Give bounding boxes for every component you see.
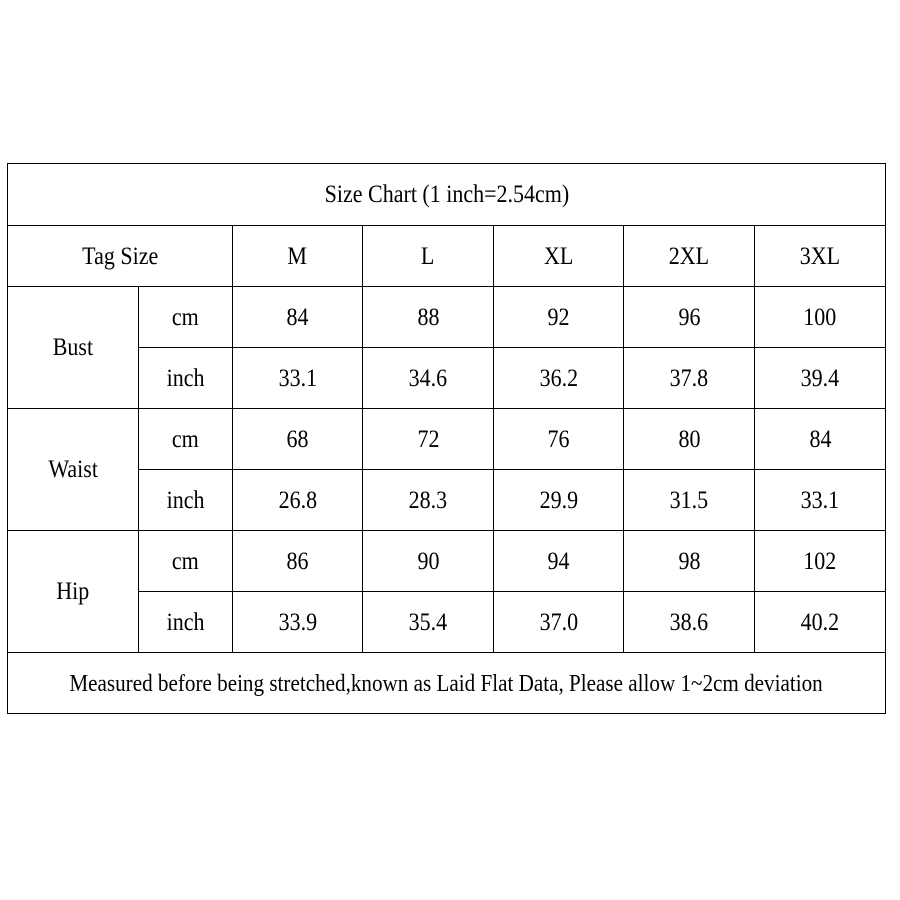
tag-size-label: Tag Size <box>8 226 233 287</box>
size-header: M <box>233 226 363 287</box>
value-cell: 26.8 <box>233 470 363 531</box>
unit-label: inch <box>139 592 233 653</box>
value-cell: 94 <box>494 531 624 592</box>
deviation-note: Measured before being stretched,known as Laid Flat Data, Please allow 1~2cm deviation <box>8 653 886 714</box>
value-cell: 84 <box>755 409 886 470</box>
value-cell: 39.4 <box>755 348 886 409</box>
note-row <box>8 653 886 714</box>
value-cell: 68 <box>233 409 363 470</box>
value-cell: 28.3 <box>363 470 494 531</box>
value-cell: 96 <box>624 287 755 348</box>
size-header: 2XL <box>624 226 755 287</box>
value-cell: 35.4 <box>363 592 494 653</box>
unit-label: inch <box>139 348 233 409</box>
value-cell: 33.1 <box>233 348 363 409</box>
value-cell: 86 <box>233 531 363 592</box>
table-row <box>8 531 886 592</box>
value-cell: 36.2 <box>494 348 624 409</box>
title-row <box>8 164 886 226</box>
table-row <box>8 409 886 470</box>
measurement-name: Bust <box>8 287 139 409</box>
value-cell: 90 <box>363 531 494 592</box>
value-cell: 37.0 <box>494 592 624 653</box>
table-row <box>8 470 886 531</box>
value-cell: 72 <box>363 409 494 470</box>
value-cell: 38.6 <box>624 592 755 653</box>
value-cell: 88 <box>363 287 494 348</box>
value-cell: 84 <box>233 287 363 348</box>
value-cell: 37.8 <box>624 348 755 409</box>
value-cell: 92 <box>494 287 624 348</box>
value-cell: 33.9 <box>233 592 363 653</box>
unit-label: inch <box>139 470 233 531</box>
value-cell: 98 <box>624 531 755 592</box>
size-header: L <box>363 226 494 287</box>
unit-label: cm <box>139 287 233 348</box>
size-header-row <box>8 226 886 287</box>
value-cell: 76 <box>494 409 624 470</box>
value-cell: 34.6 <box>363 348 494 409</box>
size-chart-table <box>7 163 886 714</box>
table-row <box>8 348 886 409</box>
value-cell: 80 <box>624 409 755 470</box>
value-cell: 40.2 <box>755 592 886 653</box>
unit-label: cm <box>139 531 233 592</box>
chart-title: Size Chart (1 inch=2.54cm) <box>8 164 886 226</box>
size-header: XL <box>494 226 624 287</box>
value-cell: 100 <box>755 287 886 348</box>
value-cell: 31.5 <box>624 470 755 531</box>
unit-label: cm <box>139 409 233 470</box>
table-row <box>8 592 886 653</box>
value-cell: 33.1 <box>755 470 886 531</box>
measurement-name: Hip <box>8 531 139 653</box>
value-cell: 29.9 <box>494 470 624 531</box>
table-row <box>8 287 886 348</box>
size-header: 3XL <box>755 226 886 287</box>
measurement-name: Waist <box>8 409 139 531</box>
value-cell: 102 <box>755 531 886 592</box>
